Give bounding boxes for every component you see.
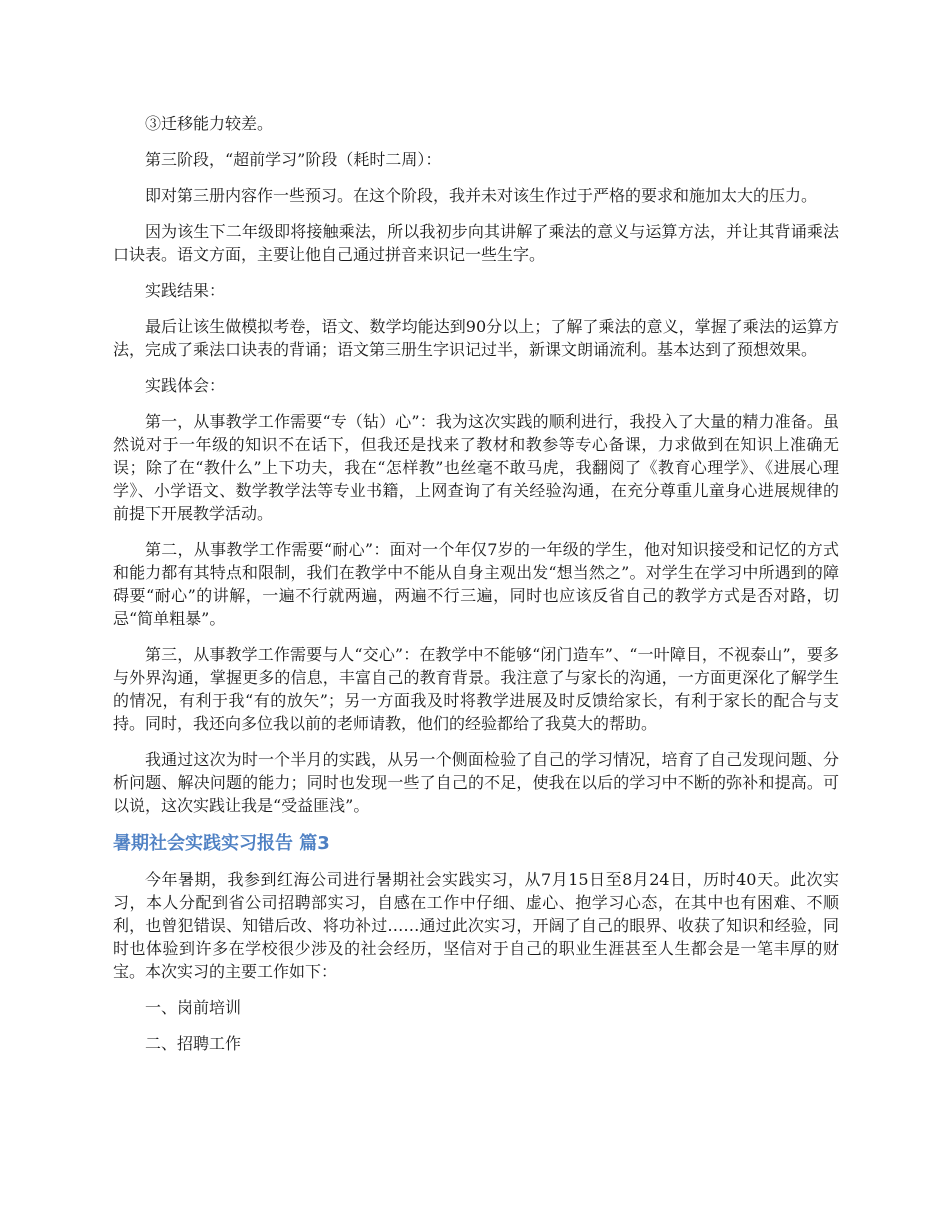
paragraph: 最后让该生做模拟考卷，语文、数学均能达到90分以上；了解了乘法的意义，掌握了乘法的运算方法，完成了乘法口诀表的背诵；语文第三册生字识记过半，新课文朗诵流利。基本达到了预想效果。 (113, 317, 839, 359)
paragraph: 实践体会： (145, 376, 226, 395)
paragraph: 实践结果： (145, 281, 226, 300)
paragraph: 今年暑期，我参到红海公司进行暑期社会实践实习，从7月15日至8月24日，历时40天。此次实习，本人分配到省公司招聘部实习，自感在工作中仔细、虚心、抱学习心态，在其中也有困难、不顺利，也曾犯错误、知错后改、将功补过……通过此次实习，开阔了自己的眼界、收获了知识和经验，同时也体验到许多在学校很少涉及的社会经历，坚信对于自己的职业生涯甚至人生都会是一笔丰厚的财宝。本次实习的主要工作如下： (113, 870, 839, 981)
paragraph: 二、招聘工作 (145, 1034, 242, 1053)
paragraph: 第二，从事教学工作需要“耐心”：面对一个年仅7岁的一年级的学生，他对知识接受和记忆的方式和能力都有其特点和限制，我们在教学中不能从自身主观出发“想当然之”。对学生在学习中所遇到的障碍要“耐心”的讲解，一遍不行就两遍，两遍不行三遍，同时也应该反省自己的教学方式是否对路，切忌“简单粗暴”。 (113, 540, 839, 628)
paragraph: ③迁移能力较差。 (145, 114, 274, 133)
paragraph: 第三阶段，“超前学习”阶段（耗时二周）： (145, 150, 442, 169)
paragraph: 一、岗前培训 (145, 998, 242, 1017)
paragraph: 我通过这次为时一个半月的实践，从另一个侧面检验了自己的学习情况，培育了自己发现问题、分析问题、解决问题的能力；同时也发现一些了自己的不足，使我在以后的学习中不断的弥补和提高。可以说，这次实践让我是“受益匪浅”。 (113, 750, 839, 815)
paragraph: 第一，从事教学工作需要“专（钻）心”：我为这次实践的顺利进行，我投入了大量的精力准备。虽然说对于一年级的知识不在话下，但我还是找来了教材和教参等专心备课，力求做到在知识上准确无误；除了在“教什么”上下功夫，我在“怎样教”也丝毫不敢马虎，我翻阅了《教育心理学》、《进展心理学》、小学语文、数学教学法等专业书籍，上网查询了有关经验沟通，在充分尊重儿童身心进展规律的前提下开展教学活动。 (113, 412, 839, 523)
document-page (113, 112, 839, 1068)
paragraph: 第三，从事教学工作需要与人“交心”：在教学中不能够“闭门造车”、“一叶障目，不视泰山”，要多与外界沟通，掌握更多的信息，丰富自己的教育背景。我注意了与家长的沟通，一方面更深化了解学生的情况，有利于我“有的放矢”；另一方面我及时将教学进展及时反馈给家长，有利于家长的配合与支持。同时，我还向多位我以前的老师请教，他们的经验都给了我莫大的帮助。 (113, 645, 839, 733)
paragraph: 即对第三册内容作一些预习。在这个阶段，我并未对该生作过于严格的要求和施加太大的压力。 (145, 186, 818, 205)
paragraph: 因为该生下二年级即将接触乘法，所以我初步向其讲解了乘法的意义与运算方法，并让其背诵乘法口诀表。语文方面，主要让他自己通过拼音来识记一些生字。 (113, 222, 839, 264)
section-heading: 暑期社会实践实习报告 篇3 (113, 833, 330, 854)
